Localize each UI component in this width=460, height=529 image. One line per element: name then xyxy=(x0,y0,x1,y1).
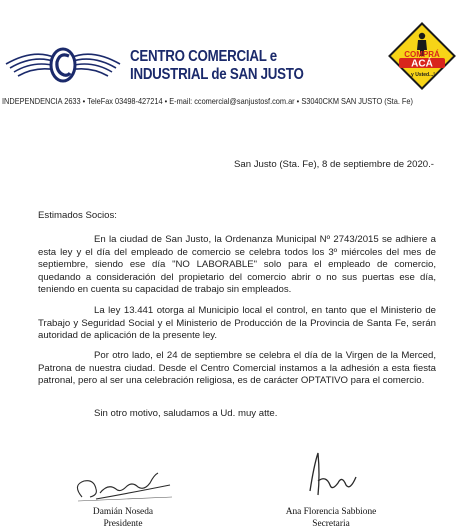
badge-bottom-text: y Usted...! xyxy=(411,72,435,78)
badge-main-text: ACÁ xyxy=(411,58,433,70)
badge-top-text: COMPRÁ xyxy=(404,50,440,59)
winged-c-logo-icon xyxy=(4,42,122,90)
signature-secretary-icon xyxy=(296,445,366,505)
letter-date: San Justo (Sta. Fe), 8 de septiembre de 2020.- xyxy=(234,159,434,170)
signer-name-president: Damián Noseda xyxy=(92,507,154,517)
contact-line: INDEPENDENCIA 2633 • TeleFax 03498-427214 • E-mail: ccomercial@sanjustosf.com.ar • S3040CKM SAN JUSTO (Sta. Fe) xyxy=(2,97,413,106)
signer-name-secretary: Ana Florencia Sabbione xyxy=(285,507,377,517)
signer-role-president: Presidente xyxy=(103,519,143,529)
paragraph-3: Por otro lado, el 24 de septiembre se celebra el día de la Virgen de la Merced, Patrona de nuestra ciudad. Desde el Centro Comercial instamos a la adhesión a esta fiesta patronal, pero al ser una celebración religiosa, es de carácter OPTATIVO para el comercio. xyxy=(38,350,436,387)
organization-name xyxy=(130,48,304,84)
signature-president-icon xyxy=(60,453,180,505)
signature-area xyxy=(0,445,460,529)
letterhead xyxy=(0,0,460,118)
letter-greeting: Estimados Socios: xyxy=(38,210,117,221)
org-name-line-1: CENTRO COMERCIAL e xyxy=(130,48,277,65)
org-name-line-2: INDUSTRIAL de SAN JUSTO xyxy=(130,66,304,83)
paragraph-1: En la ciudad de San Justo, la Ordenanza Municipal Nº 2743/2015 se adhiere a esta ley y el día del empleado de comercio se celebra todos los 3º miércoles del mes de septiembre, siendo ese día "NO LABORABLE" solo para el empleado de comercio, quedando a consideración del propietario del comercio abrir o no sus puertas ese día, teniendo en cuenta su capacidad de trabajo sin empleados. xyxy=(38,234,436,296)
paragraph-2: La ley 13.441 otorga al Municipio local el control, en tanto que el Ministerio de Trabajo y Seguridad Social y el Ministerio de Producción de la Provincia de Santa Fe, serán autoridad de aplicación de la presente ley. xyxy=(38,305,436,342)
signer-role-secretary: Secretaria xyxy=(312,519,350,529)
compra-aca-badge-icon xyxy=(387,21,457,91)
paragraph-closing: Sin otro motivo, saludamos a Ud. muy atte. xyxy=(94,408,278,419)
